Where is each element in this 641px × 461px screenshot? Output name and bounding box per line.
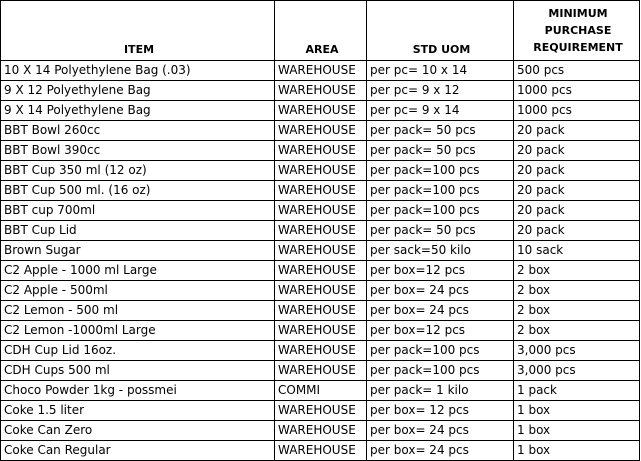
cell-area[interactable]: WAREHOUSE: [275, 261, 367, 281]
cell-std-uom[interactable]: per box= 24 pcs: [367, 441, 514, 461]
cell-area[interactable]: WAREHOUSE: [275, 441, 367, 461]
cell-minimum-purchase[interactable]: 20 pack: [514, 141, 640, 161]
cell-minimum-purchase[interactable]: 2 box: [514, 301, 640, 321]
cell-area[interactable]: WAREHOUSE: [275, 101, 367, 121]
cell-std-uom[interactable]: per box= 24 pcs: [367, 281, 514, 301]
cell-item[interactable]: 9 X 12 Polyethylene Bag: [1, 81, 275, 101]
table-row: [1, 301, 640, 321]
cell-area[interactable]: WAREHOUSE: [275, 221, 367, 241]
cell-area[interactable]: WAREHOUSE: [275, 401, 367, 421]
cell-minimum-purchase[interactable]: 10 sack: [514, 241, 640, 261]
cell-item[interactable]: BBT Cup 350 ml (12 oz): [1, 161, 275, 181]
cell-std-uom[interactable]: per pack= 50 pcs: [367, 141, 514, 161]
cell-std-uom[interactable]: per sack=50 kilo: [367, 241, 514, 261]
table-row: [1, 81, 640, 101]
cell-item[interactable]: Coke Can Zero: [1, 421, 275, 441]
cell-item[interactable]: C2 Apple - 1000 ml Large: [1, 261, 275, 281]
cell-area[interactable]: WAREHOUSE: [275, 61, 367, 81]
cell-area[interactable]: WAREHOUSE: [275, 321, 367, 341]
header-row: [1, 1, 640, 61]
cell-std-uom[interactable]: per pc= 10 x 14: [367, 61, 514, 81]
cell-item[interactable]: BBT Cup 500 ml. (16 oz): [1, 181, 275, 201]
cell-std-uom[interactable]: per box=12 pcs: [367, 261, 514, 281]
table-row: [1, 121, 640, 141]
cell-item[interactable]: CDH Cups 500 ml: [1, 361, 275, 381]
cell-area[interactable]: WAREHOUSE: [275, 161, 367, 181]
cell-minimum-purchase[interactable]: 20 pack: [514, 161, 640, 181]
cell-minimum-purchase[interactable]: 20 pack: [514, 121, 640, 141]
cell-std-uom[interactable]: per box=12 pcs: [367, 321, 514, 341]
cell-minimum-purchase[interactable]: 500 pcs: [514, 61, 640, 81]
cell-area[interactable]: WAREHOUSE: [275, 361, 367, 381]
table-row: [1, 381, 640, 401]
cell-minimum-purchase[interactable]: 1 box: [514, 421, 640, 441]
table-body: [1, 61, 640, 461]
cell-std-uom[interactable]: per pc= 9 x 14: [367, 101, 514, 121]
cell-item[interactable]: BBT Cup Lid: [1, 221, 275, 241]
cell-item[interactable]: Brown Sugar: [1, 241, 275, 261]
cell-std-uom[interactable]: per pack= 50 pcs: [367, 221, 514, 241]
cell-area[interactable]: WAREHOUSE: [275, 201, 367, 221]
cell-std-uom[interactable]: per box= 24 pcs: [367, 421, 514, 441]
cell-item[interactable]: Coke Can Regular: [1, 441, 275, 461]
table-row: [1, 281, 640, 301]
cell-area[interactable]: WAREHOUSE: [275, 421, 367, 441]
cell-minimum-purchase[interactable]: 2 box: [514, 261, 640, 281]
cell-item[interactable]: C2 Lemon -1000ml Large: [1, 321, 275, 341]
cell-item[interactable]: BBT Bowl 390cc: [1, 141, 275, 161]
table-row: [1, 421, 640, 441]
cell-minimum-purchase[interactable]: 1000 pcs: [514, 101, 640, 121]
cell-minimum-purchase[interactable]: 1 pack: [514, 381, 640, 401]
table-row: [1, 241, 640, 261]
cell-minimum-purchase[interactable]: 20 pack: [514, 201, 640, 221]
cell-area[interactable]: WAREHOUSE: [275, 281, 367, 301]
table-row: [1, 361, 640, 381]
header-minimum-purchase[interactable]: MINIMUM PURCHASE REQUIREMENT: [514, 1, 640, 61]
table-row: [1, 201, 640, 221]
cell-minimum-purchase[interactable]: 3,000 pcs: [514, 341, 640, 361]
cell-std-uom[interactable]: per box= 24 pcs: [367, 301, 514, 321]
table-row: [1, 161, 640, 181]
cell-area[interactable]: WAREHOUSE: [275, 241, 367, 261]
cell-area[interactable]: WAREHOUSE: [275, 141, 367, 161]
table-row: [1, 401, 640, 421]
cell-std-uom[interactable]: per pc= 9 x 12: [367, 81, 514, 101]
table-row: [1, 321, 640, 341]
cell-area[interactable]: WAREHOUSE: [275, 341, 367, 361]
table-row: [1, 261, 640, 281]
cell-minimum-purchase[interactable]: 2 box: [514, 281, 640, 301]
table-row: [1, 61, 640, 81]
cell-item[interactable]: BBT cup 700ml: [1, 201, 275, 221]
cell-std-uom[interactable]: per pack= 1 kilo: [367, 381, 514, 401]
header-area[interactable]: AREA: [275, 1, 367, 61]
table-row: [1, 181, 640, 201]
cell-std-uom[interactable]: per pack=100 pcs: [367, 341, 514, 361]
cell-std-uom[interactable]: per box= 12 pcs: [367, 401, 514, 421]
cell-item[interactable]: Coke 1.5 liter: [1, 401, 275, 421]
cell-minimum-purchase[interactable]: 1 box: [514, 401, 640, 421]
cell-area[interactable]: WAREHOUSE: [275, 181, 367, 201]
cell-item[interactable]: C2 Apple - 500ml: [1, 281, 275, 301]
cell-item[interactable]: Choco Powder 1kg - possmei: [1, 381, 275, 401]
cell-minimum-purchase[interactable]: 1000 pcs: [514, 81, 640, 101]
cell-std-uom[interactable]: per pack=100 pcs: [367, 201, 514, 221]
header-item[interactable]: ITEM: [1, 1, 275, 61]
cell-minimum-purchase[interactable]: 3,000 pcs: [514, 361, 640, 381]
cell-item[interactable]: CDH Cup Lid 16oz.: [1, 341, 275, 361]
cell-std-uom[interactable]: per pack=100 pcs: [367, 181, 514, 201]
cell-area[interactable]: WAREHOUSE: [275, 121, 367, 141]
cell-area[interactable]: COMMI: [275, 381, 367, 401]
table-row: [1, 141, 640, 161]
cell-minimum-purchase[interactable]: 2 box: [514, 321, 640, 341]
cell-std-uom[interactable]: per pack=100 pcs: [367, 361, 514, 381]
cell-item[interactable]: 10 X 14 Polyethylene Bag (.03): [1, 61, 275, 81]
cell-minimum-purchase[interactable]: 20 pack: [514, 181, 640, 201]
cell-area[interactable]: WAREHOUSE: [275, 301, 367, 321]
cell-area[interactable]: WAREHOUSE: [275, 81, 367, 101]
cell-std-uom[interactable]: per pack=100 pcs: [367, 161, 514, 181]
table-row: [1, 221, 640, 241]
cell-item[interactable]: BBT Bowl 260cc: [1, 121, 275, 141]
cell-std-uom[interactable]: per pack= 50 pcs: [367, 121, 514, 141]
cell-item[interactable]: 9 X 14 Polyethylene Bag: [1, 101, 275, 121]
table-row: [1, 341, 640, 361]
header-std-uom[interactable]: STD UOM: [367, 1, 514, 61]
table-row: [1, 101, 640, 121]
cell-minimum-purchase[interactable]: 20 pack: [514, 221, 640, 241]
cell-item[interactable]: C2 Lemon - 500 ml: [1, 301, 275, 321]
cell-minimum-purchase[interactable]: 1 box: [514, 441, 640, 461]
table-row: [1, 441, 640, 461]
